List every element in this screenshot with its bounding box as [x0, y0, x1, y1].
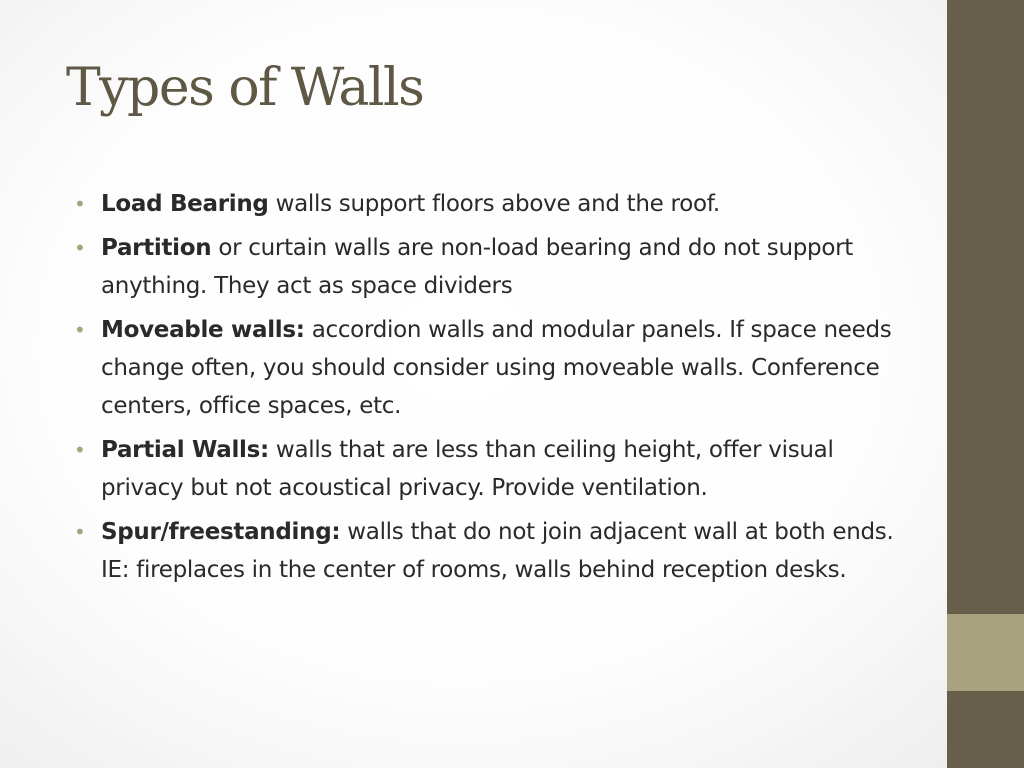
- bullet-item-spur-freestanding: [74, 513, 904, 589]
- bullet-text: walls that are less than ceiling height, offer visual privacy but not acoustical privacy. Provide ventilation.: [101, 437, 834, 501]
- sidebar-accent-block: [947, 614, 1024, 691]
- bullet-term: Load Bearing: [101, 191, 269, 217]
- bullet-dot-icon: •: [74, 438, 86, 462]
- bullet-item-partition: [74, 229, 904, 305]
- bullet-text: or curtain walls are non-load bearing and do not support anything. They act as space dividers: [101, 235, 853, 299]
- bullet-term: Partial Walls:: [101, 437, 269, 463]
- bullet-item-moveable-walls: [74, 311, 904, 425]
- bullet-dot-icon: •: [74, 192, 86, 216]
- bullet-text: accordion walls and modular panels. If space needs change often, you should consider using moveable walls. Conference centers, office spaces, etc.: [101, 317, 892, 419]
- bullet-item-load-bearing: [74, 185, 904, 223]
- bullet-dot-icon: •: [74, 318, 86, 342]
- bullet-dot-icon: •: [74, 236, 86, 260]
- bullet-text: walls support floors above and the roof.: [268, 191, 720, 217]
- slide-title: Types of Walls: [66, 58, 424, 118]
- bullet-term: Moveable walls:: [101, 317, 305, 343]
- bullet-item-partial-walls: [74, 431, 904, 507]
- bullet-text: walls that do not join adjacent wall at both ends. IE: fireplaces in the center of rooms, walls behind reception desks.: [101, 519, 894, 583]
- bullet-term: Partition: [101, 235, 212, 261]
- bullet-dot-icon: •: [74, 520, 86, 544]
- bullet-term: Spur/freestanding:: [101, 519, 341, 545]
- bullet-list: [74, 185, 904, 595]
